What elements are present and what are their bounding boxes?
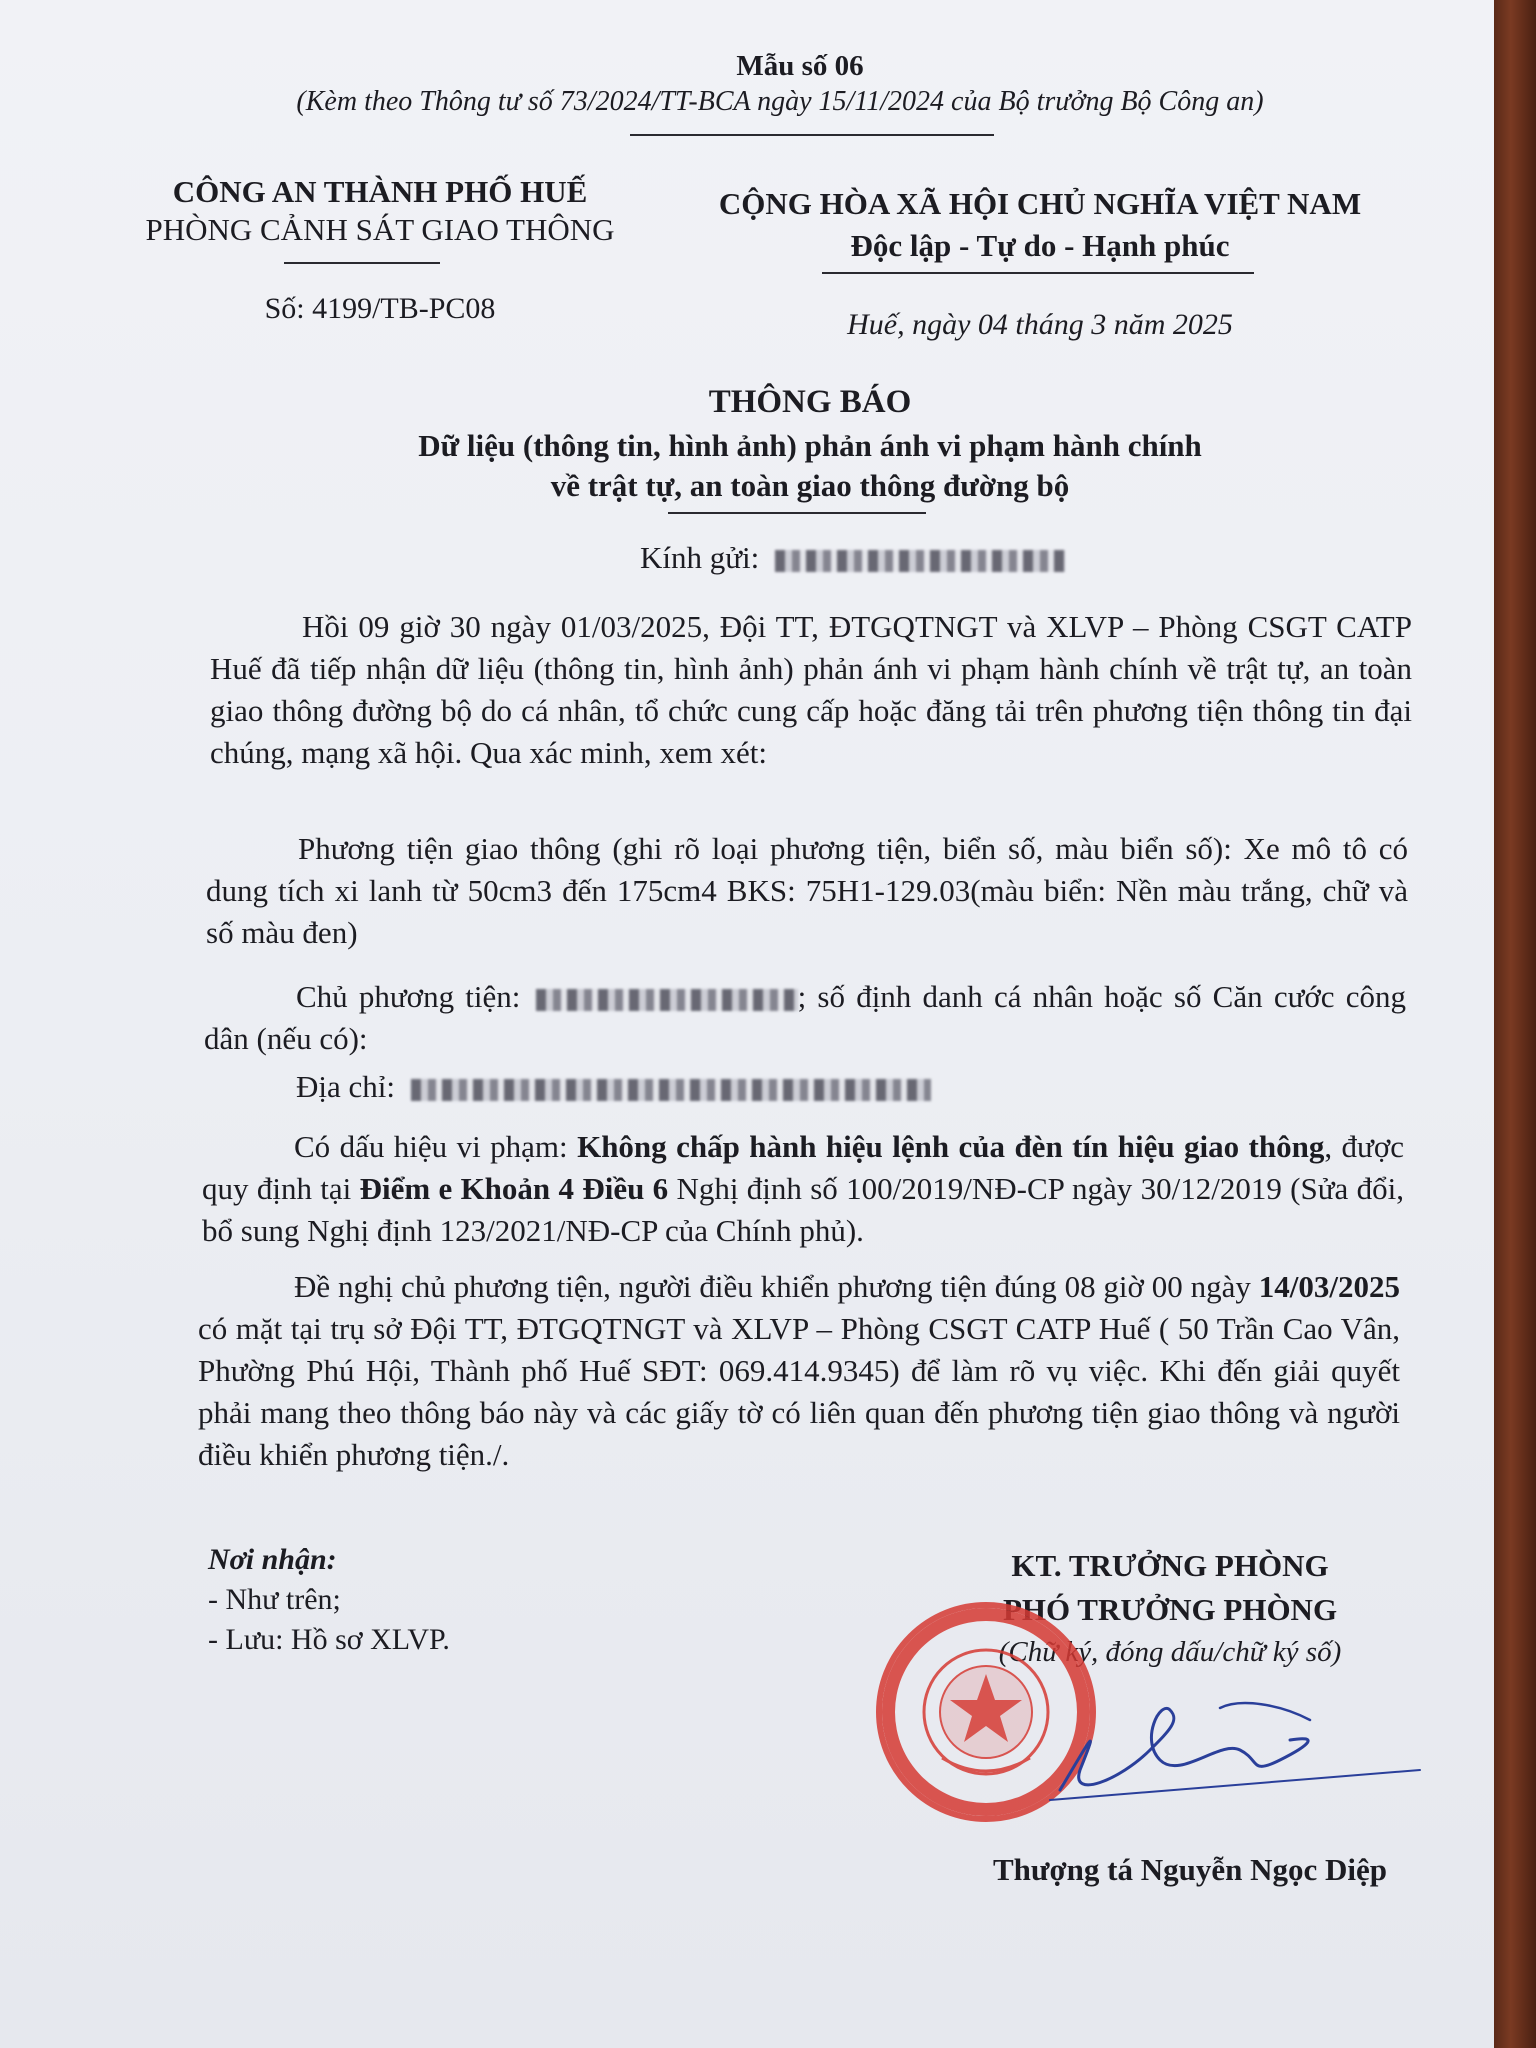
form-reference: (Kèm theo Thông tư số 73/2024/TT-BCA ngày 15/11/2024 của Bộ trưởng Bộ Công an) <box>296 86 1264 117</box>
recipients-item: - Như trên; <box>208 1583 341 1616</box>
signature-mark <box>1020 1680 1440 1820</box>
agency-divider <box>284 262 440 264</box>
address-line <box>296 1066 1406 1108</box>
motto-divider <box>822 272 1254 274</box>
document-number: Số: 4199/TB-PC08 <box>264 292 496 325</box>
address-label: Địa chỉ: <box>296 1069 395 1104</box>
redacted-address <box>411 1079 931 1101</box>
recipient-line <box>640 540 1065 576</box>
recipients-heading: Nơi nhận: <box>208 1543 337 1576</box>
signer-name: Thượng tá Nguyễn Ngọc Diệp <box>992 1852 1388 1887</box>
notice-subtitle-1: Dữ liệu (thông tin, hình ảnh) phản ánh vi phạm hành chính <box>418 428 1202 463</box>
request-paragraph <box>198 1266 1400 1476</box>
vehicle-paragraph: Phương tiện giao thông (ghi rõ loại phương tiện, biển số, màu biển số): Xe mô tô có dung tích xi lanh từ 50cm3 đến 175cm4 BKS: 75H1-129.03(màu biển: Nền màu trắng, chữ và số màu đen) <box>206 831 1408 950</box>
violation-article: Điểm e Khoản 4 Điều 6 <box>359 1171 669 1206</box>
recipients-item: - Lưu: Hồ sơ XLVP. <box>208 1623 450 1656</box>
owner-label: Chủ phương tiện: <box>296 979 521 1014</box>
violation-prefix: Có dấu hiệu vi phạm: <box>294 1129 578 1164</box>
redacted-owner <box>536 989 798 1011</box>
request-prefix: Đề nghị chủ phương tiện, người điều khiển phương tiện đúng 08 giờ 00 ngày <box>294 1269 1259 1304</box>
redacted-recipient <box>775 550 1065 572</box>
header-divider <box>630 134 994 136</box>
notice-subtitle-2: về trật tự, an toàn giao thông đường bộ <box>550 468 1070 503</box>
recipients-block <box>208 1540 450 1660</box>
place-date: Huế, ngày 04 tháng 3 năm 2025 <box>847 308 1233 341</box>
department-name: PHÒNG CẢNH SÁT GIAO THÔNG <box>145 212 615 247</box>
recipient-label: Kính gửi: <box>640 540 760 575</box>
signature-note: (Chữ ký, đóng dấu/chữ ký số) <box>998 1636 1342 1668</box>
signer-title-2: PHÓ TRƯỞNG PHÒNG <box>1002 1592 1338 1627</box>
owner-suffix: ; số định danh cá nhân hoặc số Căn cước công dân (nếu có): <box>204 979 1406 1056</box>
national-motto: Độc lập - Tự do - Hạnh phúc <box>850 228 1230 263</box>
violation-mid: , được quy định tại <box>202 1129 1404 1206</box>
appointment-date: 14/03/2025 <box>1258 1269 1400 1304</box>
violation-suffix: Nghị định số 100/2019/NĐ-CP ngày 30/12/2019 (Sửa đổi, bổ sung Nghị định 123/2021/NĐ-CP của Chính phủ). <box>202 1171 1404 1248</box>
notice-title: THÔNG BÁO <box>708 384 912 420</box>
intro-paragraph: Hồi 09 giờ 30 ngày 01/03/2025, Đội TT, ĐTGQTNGT và XLVP – Phòng CSGT CATP Huế đã tiếp nhận dữ liệu (thông tin, hình ảnh) phản ánh vi phạm hành chính về trật tự, an toàn giao thông đường bộ do cá nhân, tổ chức cung cấp hoặc đăng tải trên phương tiện thông tin đại chúng, mạng xã hội. Qua xác minh, xem xét: <box>210 609 1412 770</box>
violation-description: Không chấp hành hiệu lệnh của đèn tín hiệu giao thông <box>577 1129 1325 1164</box>
form-number: Mẫu số 06 <box>736 50 864 82</box>
nation-title: CỘNG HÒA XÃ HỘI CHỦ NGHĨA VIỆT NAM <box>718 186 1362 221</box>
violation-paragraph <box>202 1126 1404 1252</box>
signer-title-1: KT. TRƯỞNG PHÒNG <box>1011 1548 1329 1583</box>
title-divider <box>668 512 926 514</box>
owner-paragraph <box>204 976 1406 1060</box>
desk-edge <box>1494 0 1536 2048</box>
request-suffix: có mặt tại trụ sở Đội TT, ĐTGQTNGT và XLVP – Phòng CSGT CATP Huế ( 50 Trần Cao Vân, Phường Phú Hội, Thành phố Huế SĐT: 069.414.9345) để làm rõ vụ việc. Khi đến giải quyết phải mang theo thông báo này và các giấy tờ có liên quan đến phương tiện giao thông và người điều khiển phương tiện./. <box>198 1311 1400 1472</box>
agency-name: CÔNG AN THÀNH PHỐ HUẾ <box>172 174 588 209</box>
